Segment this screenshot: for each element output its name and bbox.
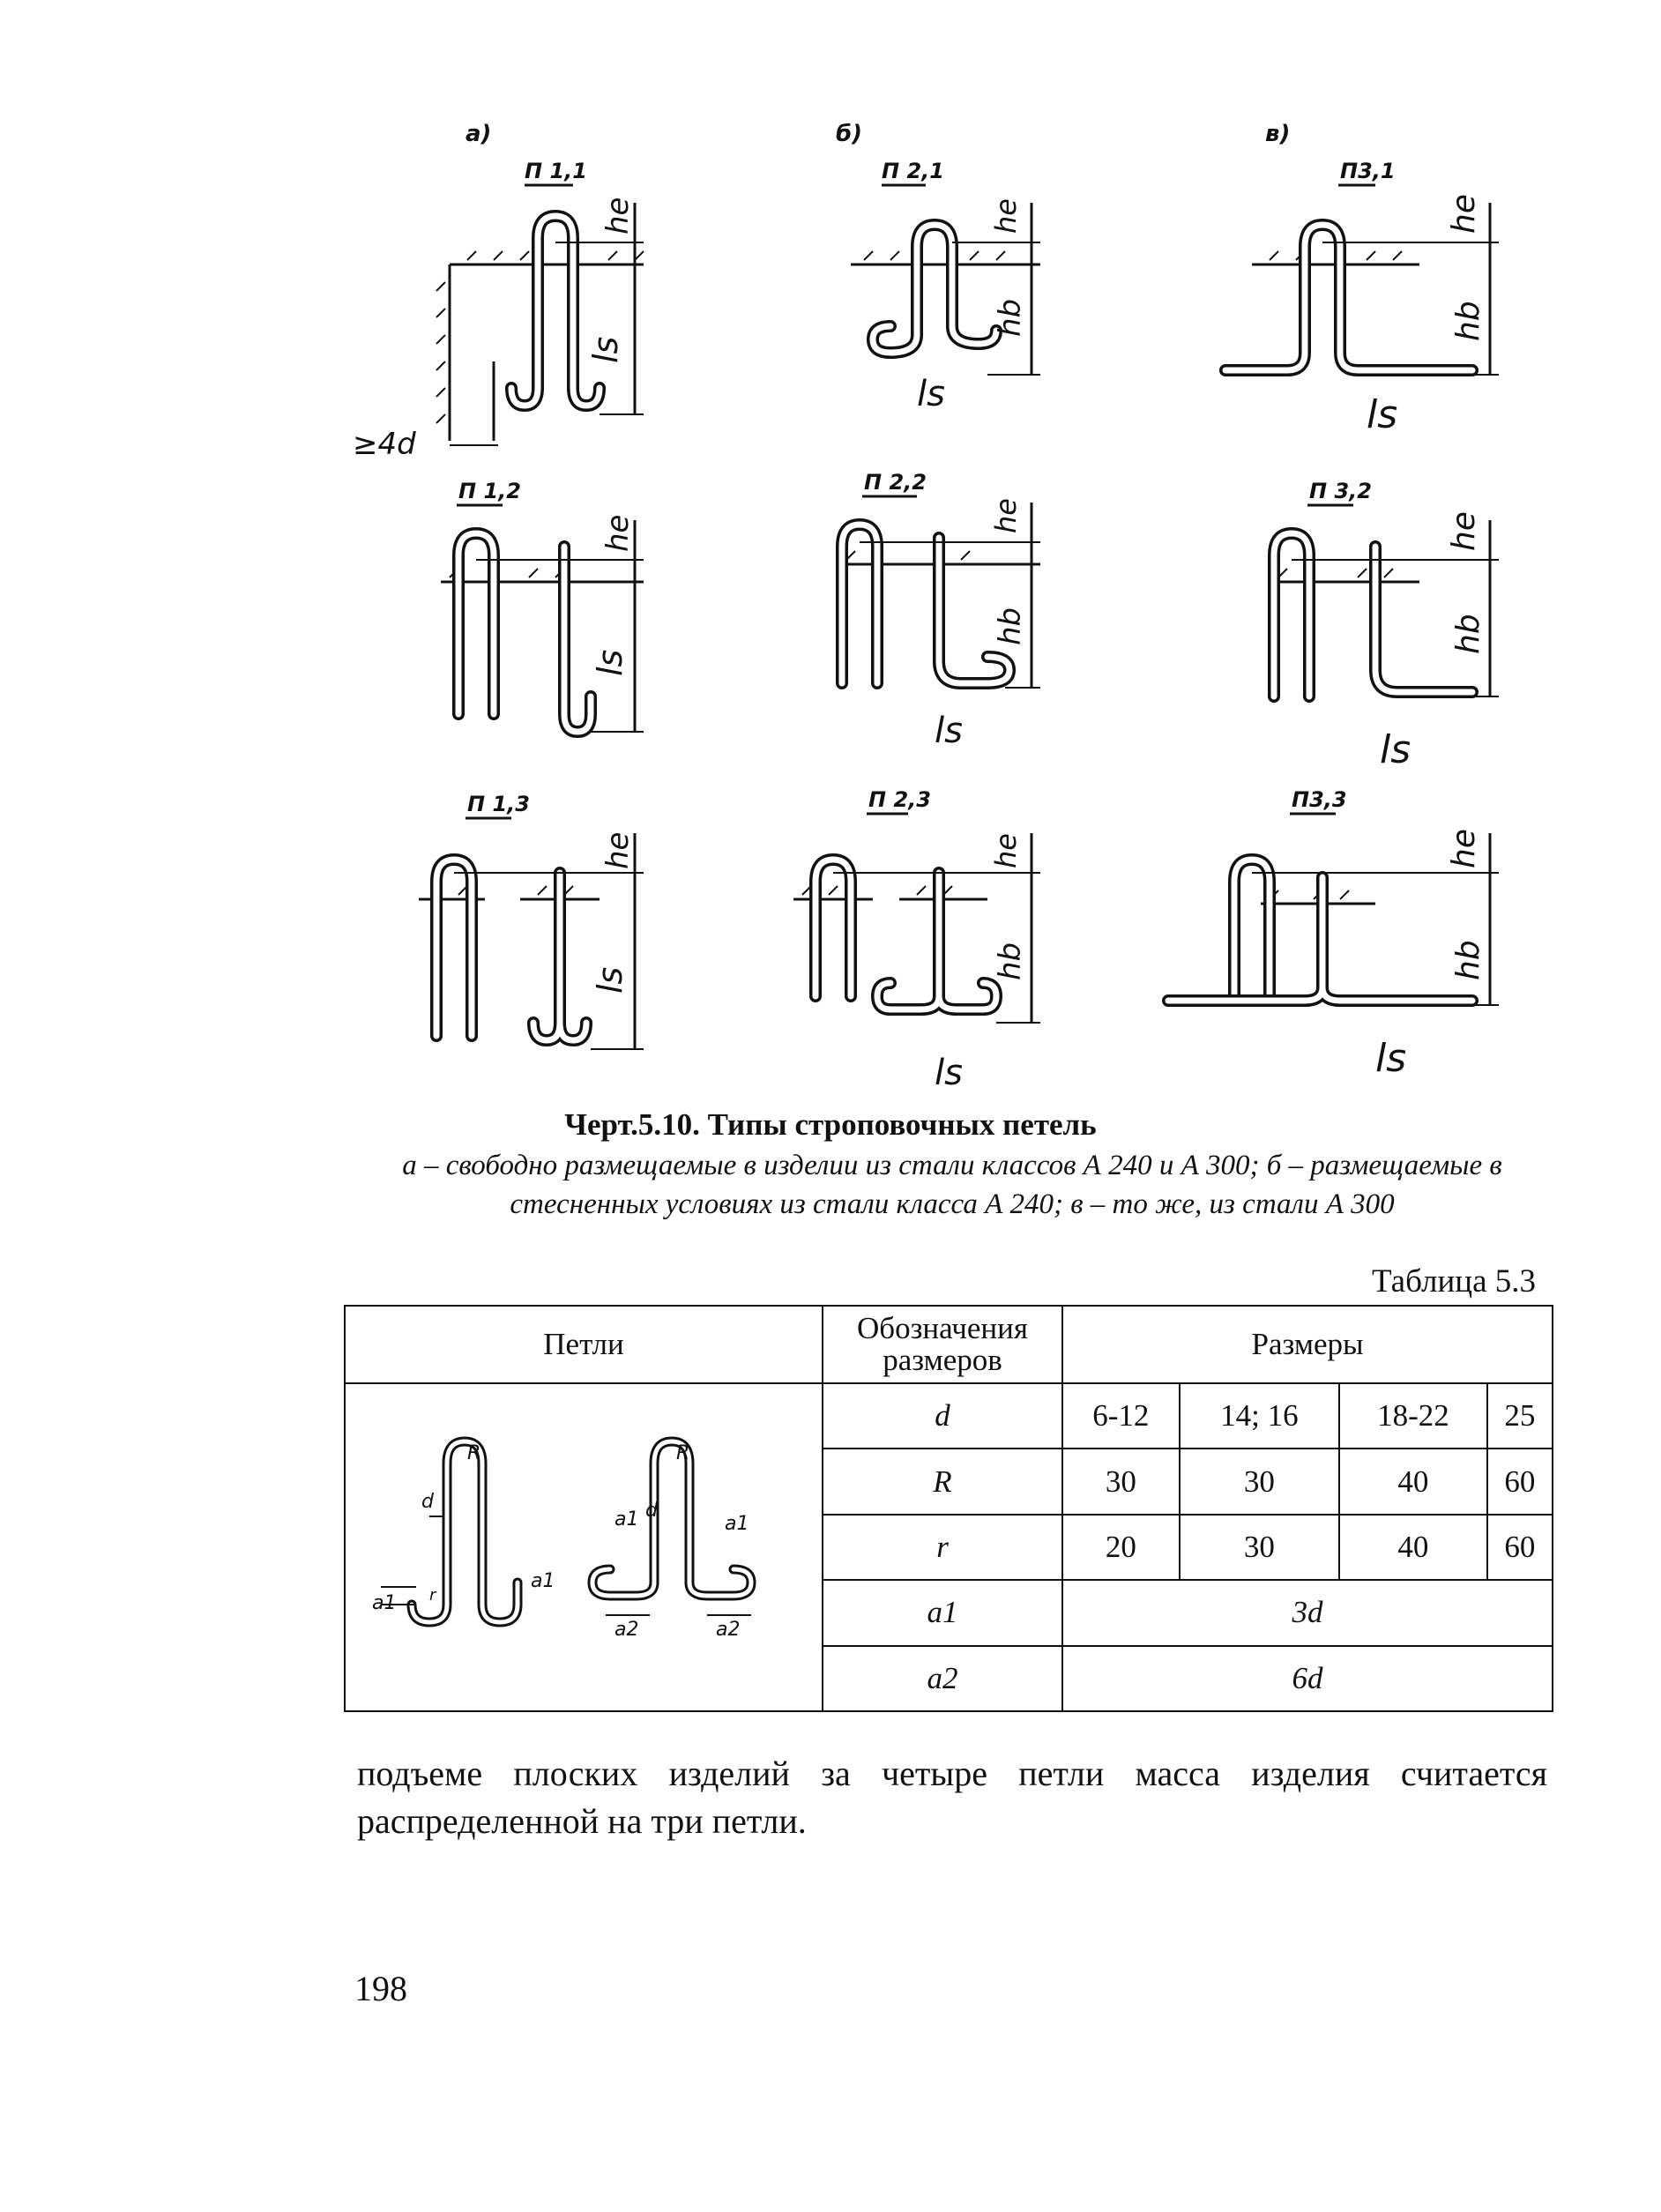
cell-d-3: 18-22 bbox=[1339, 1383, 1487, 1449]
type-label-p23: П 2,3 bbox=[868, 787, 931, 812]
loop-p12 bbox=[441, 479, 644, 732]
figure-caption-body: а – свободно размещаемые в изделии из стали классов А 240 и А 300; б – размещаемые в стесненных условиях из стали класса А 240; в – то же, из стали А 300 bbox=[402, 1150, 1502, 1220]
body-paragraph: подъеме плоских изделий за четыре петли масса изделия считается распределенной на три петли. bbox=[357, 1754, 1547, 1841]
sketch-label-a2: a2 bbox=[716, 1619, 741, 1641]
cell-R-1: 30 bbox=[1062, 1449, 1180, 1514]
dim-hb: hb bbox=[993, 607, 1028, 645]
loops-drawing bbox=[353, 115, 1569, 1093]
type-label-p31: П3,1 bbox=[1340, 159, 1396, 183]
dim-he: he bbox=[989, 833, 1023, 868]
sketch-label-a2: a2 bbox=[614, 1619, 639, 1641]
dim-ls: ls bbox=[917, 374, 945, 414]
cell-R-2: 30 bbox=[1180, 1449, 1339, 1514]
loops-sketch bbox=[346, 1384, 822, 1710]
sketch-label-R: R bbox=[676, 1442, 690, 1464]
type-label-p22: П 2,2 bbox=[864, 470, 927, 495]
cell-a2-merged: 6d bbox=[1062, 1646, 1553, 1711]
cell-r-3: 40 bbox=[1339, 1515, 1487, 1580]
header-symbols: Обозначения размеров bbox=[823, 1306, 1062, 1383]
loop-p33 bbox=[1168, 787, 1499, 1081]
dim-he: he bbox=[600, 514, 636, 552]
table-row bbox=[345, 1383, 1553, 1449]
dim-hb: hb bbox=[1450, 940, 1486, 980]
loops-sketch-cell bbox=[345, 1383, 823, 1711]
figure-lifting-loops bbox=[353, 115, 1569, 1093]
sketch-label-a1: a1 bbox=[725, 1513, 749, 1535]
symbol-a1: a1 bbox=[823, 1580, 1062, 1645]
type-label-p12: П 1,2 bbox=[458, 479, 521, 503]
dim-ls: ls bbox=[935, 711, 963, 751]
symbol-a2: a2 bbox=[823, 1646, 1062, 1711]
symbol-r: r bbox=[823, 1515, 1062, 1580]
column-label-b: б) bbox=[836, 121, 863, 147]
loop-p23 bbox=[793, 787, 1040, 1093]
dim-ls: ls bbox=[935, 1053, 963, 1093]
cell-d-2: 14; 16 bbox=[1180, 1383, 1339, 1449]
table-label: Таблица 5.3 bbox=[1372, 1263, 1536, 1300]
cell-r-2: 30 bbox=[1180, 1515, 1339, 1580]
dim-ls: ls bbox=[586, 336, 625, 363]
symbol-d: d bbox=[823, 1383, 1062, 1449]
dim-hb: hb bbox=[993, 942, 1028, 980]
loop-p32 bbox=[1270, 479, 1499, 772]
dim-he: he bbox=[600, 831, 636, 869]
dim-ls: ls bbox=[1375, 1036, 1407, 1081]
cell-d-4: 25 bbox=[1487, 1383, 1553, 1449]
figure-caption-title: Черт.5.10. Типы строповочных петель bbox=[564, 1107, 1097, 1142]
type-label-p21: П 2,1 bbox=[882, 159, 944, 183]
sketch-label-a1: a1 bbox=[372, 1592, 397, 1614]
dim-ls: ls bbox=[591, 649, 629, 676]
dim-he: he bbox=[600, 197, 636, 235]
loop-p31 bbox=[1225, 159, 1499, 437]
column-label-a: а) bbox=[466, 121, 492, 147]
column-label-c: в) bbox=[1265, 121, 1291, 147]
header-loops: Петли bbox=[345, 1306, 823, 1383]
loop-p22 bbox=[838, 470, 1040, 751]
cell-r-4: 60 bbox=[1487, 1515, 1553, 1580]
dim-hb: hb bbox=[993, 298, 1028, 337]
sketch-label-d: d bbox=[645, 1500, 658, 1522]
sketch-label-d: d bbox=[421, 1491, 434, 1513]
loop-p11 bbox=[353, 159, 644, 462]
cell-R-3: 40 bbox=[1339, 1449, 1487, 1514]
loop-p13 bbox=[419, 792, 644, 1049]
cell-R-4: 60 bbox=[1487, 1449, 1553, 1514]
header-sizes: Размеры bbox=[1062, 1306, 1553, 1383]
dim-hb: hb bbox=[1450, 614, 1486, 654]
sketch-label-r: r bbox=[429, 1586, 436, 1605]
dim-he: he bbox=[1446, 511, 1482, 551]
dim-hb: hb bbox=[1450, 301, 1486, 341]
table-header-row bbox=[345, 1306, 1553, 1383]
dimensions-table bbox=[344, 1305, 1553, 1712]
dim-he: he bbox=[1446, 194, 1482, 234]
dim-he: he bbox=[989, 498, 1023, 533]
cell-a1-merged: 3d bbox=[1062, 1580, 1553, 1645]
dim-ls: ls bbox=[1380, 727, 1411, 772]
dim-ls: ls bbox=[591, 966, 629, 994]
type-label-p13: П 1,3 bbox=[467, 792, 530, 816]
dim-he: he bbox=[1446, 829, 1482, 868]
cell-r-1: 20 bbox=[1062, 1515, 1180, 1580]
cell-d-1: 6-12 bbox=[1062, 1383, 1180, 1449]
dim-he: he bbox=[989, 198, 1023, 234]
page-number: 198 bbox=[354, 1969, 407, 2008]
dim-ls: ls bbox=[1367, 392, 1398, 437]
sketch-label-a1: a1 bbox=[531, 1570, 555, 1592]
type-label-p33: П3,3 bbox=[1292, 787, 1347, 812]
sketch-label-R: R bbox=[467, 1442, 481, 1464]
type-label-p11: П 1,1 bbox=[525, 159, 587, 183]
type-label-p32: П 3,2 bbox=[1309, 479, 1372, 503]
sketch-label-a1: a1 bbox=[614, 1508, 639, 1531]
dim-min-offset: ≥4d bbox=[353, 427, 416, 462]
symbol-R: R bbox=[823, 1449, 1062, 1514]
loop-p21 bbox=[851, 159, 1040, 414]
